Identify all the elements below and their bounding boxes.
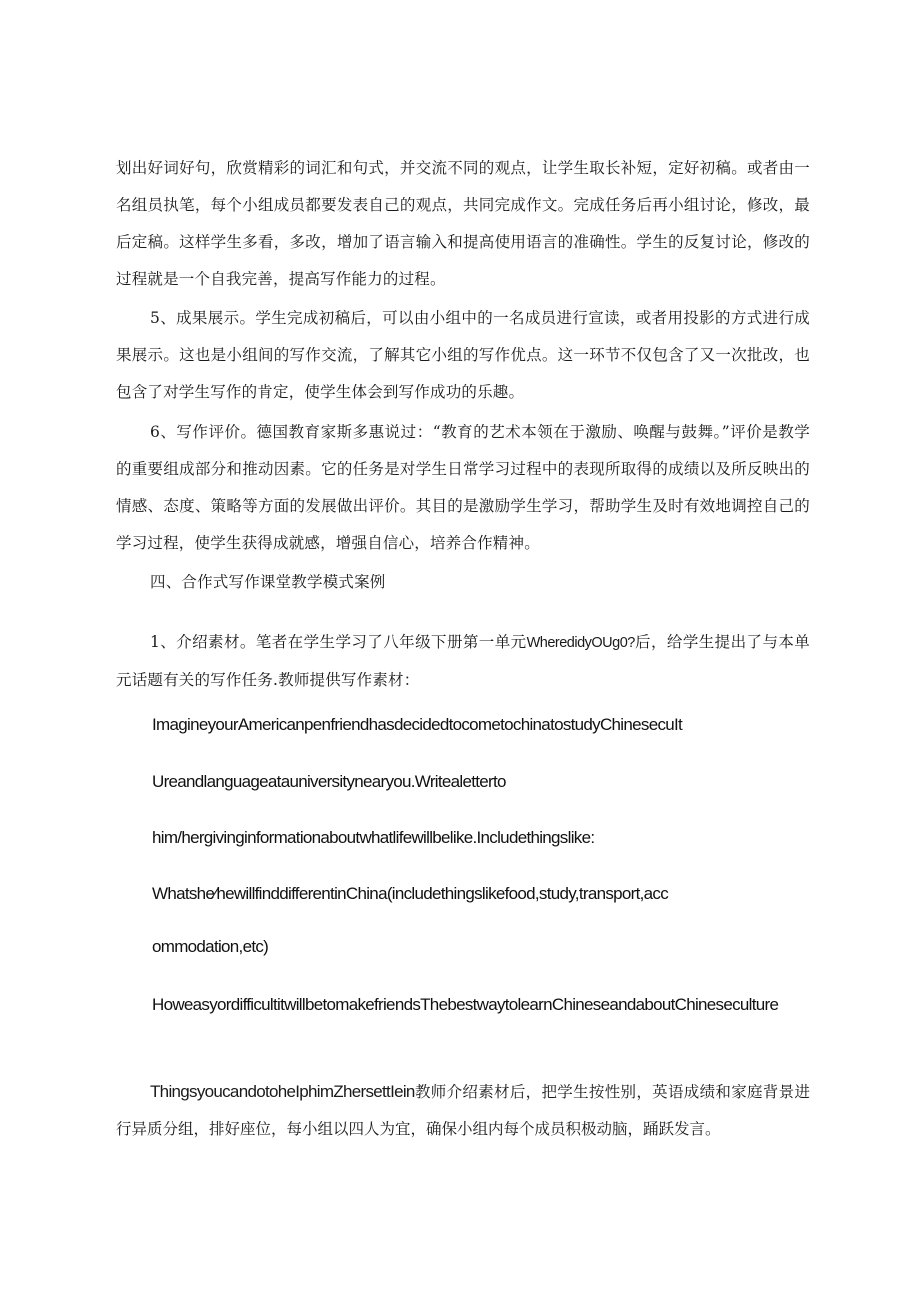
intro-text-before: 1、介绍素材。笔者在学生学习了八年级下册第一单元	[150, 633, 527, 651]
unit-title-english: WheredidyOUg0?	[526, 635, 635, 651]
grouping-english-lead: ThingsyoucandotoheIphimZhersettIein	[150, 1082, 415, 1101]
paragraph-peer-review: 划出好词好句，欣赏精彩的词汇和句式，并交流不同的观点，让学生取长补短，定好初稿。或者由一名组员执笔，每个小组成员都要发表自己的观点，共同完成作文。完成任务后再小组讨论，修改，最后定稿。这样学生多看，多改，增加了语言输入和提高使用语言的准确性。学生的反复讨论，修改的过程就是一个自我完善，提高写作能力的过程。	[116, 159, 810, 288]
material-line-4: Whatshe∕hewillfinddifferentinChina(includethingslikefood,study,transport,acc	[152, 884, 668, 903]
material-line-3: him/hergivinginformationaboutwhatlifewillbelike.Includethingslike:	[152, 828, 595, 847]
material-line-5: ommodation,etc)	[152, 937, 269, 956]
section-heading-four: 四、合作式写作课堂教学模式案例	[150, 573, 386, 591]
paragraph-grouping	[116, 1073, 810, 1148]
material-line-2: Ureandlanguageatauniversitynearyou.Writealetterto	[152, 772, 506, 791]
paragraph-writing-evaluation: 6、写作评价。德国教育家斯多惠说过：“教育的艺术本领在于激励、唤醒与鼓舞。”评价是教学的重要组成部分和推动因素。它的任务是对学生日常学习过程中的表现所取得的成绩以及所反映出的情感、态度、策略等方面的发展做出评价。其目的是激励学生学习，帮助学生及时有效地调控自己的学习过程，使学生获得成就感，增强自信心，培养合作精神。	[116, 423, 810, 552]
material-line-6: HoweasyordifficultitwillbetomakefriendsThebestwaytolearnChineseandaboutChineseculture	[152, 995, 779, 1014]
material-line-1: ImagineyourAmericanpenfriendhasdecidedtocometochinatostudyChinesecuIt	[152, 715, 683, 734]
grouping-text: 教师介绍素材后，把学生按性别，英语成绩和家庭背景进行异质分组，排好座位，每小组以四人为宜，确保小组内每个成员积极动脑，踊跃发言。	[116, 1083, 810, 1138]
paragraph-introduce-material	[116, 624, 810, 699]
intro-text-after: 后，给学生提出了与本单元话题有关的写作任务.教师提供写作素材：	[116, 633, 811, 689]
paragraph-result-display: 5、成果展示。学生完成初稿后，可以由小组中的一名成员进行宣读，或者用投影的方式进行成果展示。这也是小组间的写作交流，了解其它小组的写作优点。这一环节不仅包含了又一次批改，也包含了对学生写作的肯定，使学生体会到写作成功的乐趣。	[116, 309, 810, 401]
